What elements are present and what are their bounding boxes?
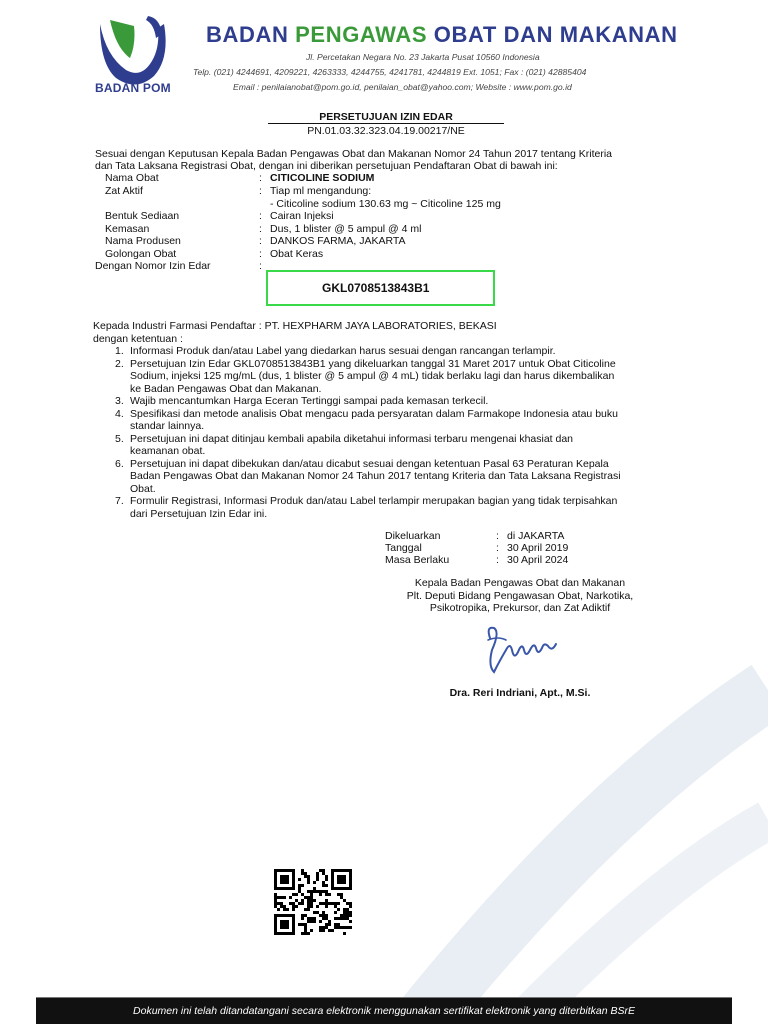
signatory-title-line2: Plt. Deputi Bidang Pengawasan Obat, Narkotika,	[406, 590, 634, 602]
org-name-part1: BADAN	[206, 22, 296, 47]
colon: :	[259, 185, 262, 197]
condition-text: standar lainnya.	[130, 420, 205, 432]
bentuk-sediaan-label: Bentuk Sediaan	[105, 210, 180, 222]
zat-aktif-value: Tiap ml mengandung:	[270, 185, 372, 197]
kemasan-label: Kemasan	[105, 223, 150, 235]
footer-text: Dokumen ini telah ditandatangani secara elektronik menggunakan sertifikat elektronik yang diterbitkan BSrE	[133, 1005, 635, 1017]
condition-number: 3.	[115, 395, 124, 407]
condition-number: 6.	[115, 457, 124, 470]
golongan-obat-label: Golongan Obat	[105, 248, 177, 260]
condition-text: Obat.	[130, 482, 156, 495]
condition-text: Spesifikasi dan metode analisis Obat mengacu pada persyaratan dalam Farmakope Indonesia atau buku	[130, 407, 618, 420]
tanggal-value: 30 April 2019	[507, 542, 569, 554]
condition-text: Informasi Produk dan/atau Label yang diedarkan harus sesuai dengan rancangan terlampir.	[130, 345, 556, 357]
masa-berlaku-label: Masa Berlaku	[385, 554, 450, 566]
nama-obat-label: Nama Obat	[105, 172, 159, 184]
dikeluarkan-label: Dikeluarkan	[385, 530, 441, 542]
address-line: Jl. Percetakan Negara No. 23 Jakarta Pusat 10560 Indonesia	[306, 52, 540, 62]
nama-produsen-value: DANKOS FARMA, JAKARTA	[270, 235, 406, 247]
colon: :	[259, 235, 262, 247]
zat-aktif-detail: - Citicoline sodium 130.63 mg ~ Citicoline 125 mg	[270, 198, 501, 210]
colon: :	[496, 542, 499, 554]
colon: :	[259, 223, 262, 235]
tanggal-label: Tanggal	[385, 542, 422, 554]
condition-text: Sodium, injeksi 125 mg/mL (dus, 1 blister @ 5 ampul @ 4 mL) tidak berlaku lagi dan harus dikembalikan	[130, 370, 615, 382]
condition-number: 5.	[115, 432, 124, 445]
zat-aktif-label: Zat Aktif	[105, 185, 143, 197]
condition-number: 2.	[115, 357, 124, 370]
condition-text: Persetujuan Izin Edar GKL0708513843B1 yang dikeluarkan tanggal 31 Maret 2017 untuk Obat Citicoline	[130, 357, 616, 370]
kemasan-value: Dus, 1 blister @ 5 ampul @ 4 ml	[270, 223, 422, 235]
bentuk-sediaan-value: Cairan Injeksi	[270, 210, 334, 222]
condition-number: 7.	[115, 495, 124, 507]
nomor-izin-edar-label: Dengan Nomor Izin Edar	[95, 260, 211, 272]
pendaftar-line: Kepada Industri Farmasi Pendaftar : PT. HEXPHARM JAYA LABORATORIES, BEKASI	[93, 320, 497, 332]
document-number: PN.01.03.32.323.04.19.00217/NE	[307, 125, 465, 137]
colon: :	[259, 248, 262, 260]
nama-obat-value: CITICOLINE SODIUM	[270, 172, 375, 184]
phone-line: Telp. (021) 4244691, 4209221, 4263333, 4244755, 4241781, 4244819 Ext. 1051; Fax : (021) 42885404	[193, 67, 587, 77]
condition-text: Wajib mencantumkan Harga Eceran Tertinggi sampai pada kemasan terkecil.	[130, 395, 489, 407]
ketentuan-label: dengan ketentuan :	[93, 333, 183, 345]
dikeluarkan-value: di JAKARTA	[507, 530, 565, 542]
condition-text: keamanan obat.	[130, 445, 206, 457]
org-name-part3: OBAT DAN MAKANAN	[427, 22, 678, 47]
condition-text: Badan Pengawas Obat dan Makanan Nomor 24 Tahun 2017 tentang Kriteria dan Tata Laksana Registrasi	[130, 470, 621, 482]
colon: :	[496, 530, 499, 542]
colon: :	[259, 260, 262, 272]
condition-text: ke Badan Pengawas Obat dan Makanan.	[130, 382, 322, 395]
organization-name	[206, 22, 678, 48]
condition-text: Persetujuan ini dapat dibekukan dan/atau dicabut sesuai dengan ketentuan Pasal 63 Peraturan Kepala	[130, 457, 609, 470]
document-title: PERSETUJUAN IZIN EDAR	[319, 111, 453, 123]
masa-berlaku-value: 30 April 2024	[507, 554, 569, 566]
registration-number: GKL0708513843B1	[322, 281, 430, 295]
qr-code-icon	[274, 869, 352, 935]
title-underline	[268, 123, 504, 124]
signatory-title-line1: Kepala Badan Pengawas Obat dan Makanan	[414, 577, 626, 589]
signatory-title-line3: Psikotropika, Prekursor, dan Zat Adiktif	[429, 602, 611, 614]
condition-number: 1.	[115, 345, 124, 357]
signatory-name: Dra. Reri Indriani, Apt., M.Si.	[449, 687, 591, 699]
intro-text-line1: Sesuai dengan Keputusan Kepala Badan Pengawas Obat dan Makanan Nomor 24 Tahun 2017 tentang Kriteria	[95, 148, 613, 160]
nama-produsen-label: Nama Produsen	[105, 235, 181, 247]
golongan-obat-value: Obat Keras	[270, 248, 324, 260]
condition-text: Formulir Registrasi, Informasi Produk dan/atau Label terlampir merupakan bagian yang tidak terpisahkan	[130, 495, 618, 507]
logo-text: BADAN POM	[95, 81, 171, 95]
condition-text: dari Persetujuan Izin Edar ini.	[130, 507, 268, 520]
signature-image	[478, 620, 578, 682]
email-line: Email : penilaianobat@pom.go.id, penilaian_obat@yahoo.com; Website : www.pom.go.id	[233, 82, 572, 92]
colon: :	[259, 172, 262, 184]
condition-number: 4.	[115, 407, 124, 420]
colon: :	[259, 210, 262, 222]
condition-text: Persetujuan ini dapat ditinjau kembali apabila diketahui informasi terbaru mengenai khasiat dan	[130, 432, 574, 445]
intro-text-line2: dan Tata Laksana Registrasi Obat, dengan ini diberikan persetujuan Pendaftaran Obat di bawah ini:	[95, 160, 558, 172]
org-name-part2: PENGAWAS	[295, 22, 428, 47]
colon: :	[496, 554, 499, 566]
